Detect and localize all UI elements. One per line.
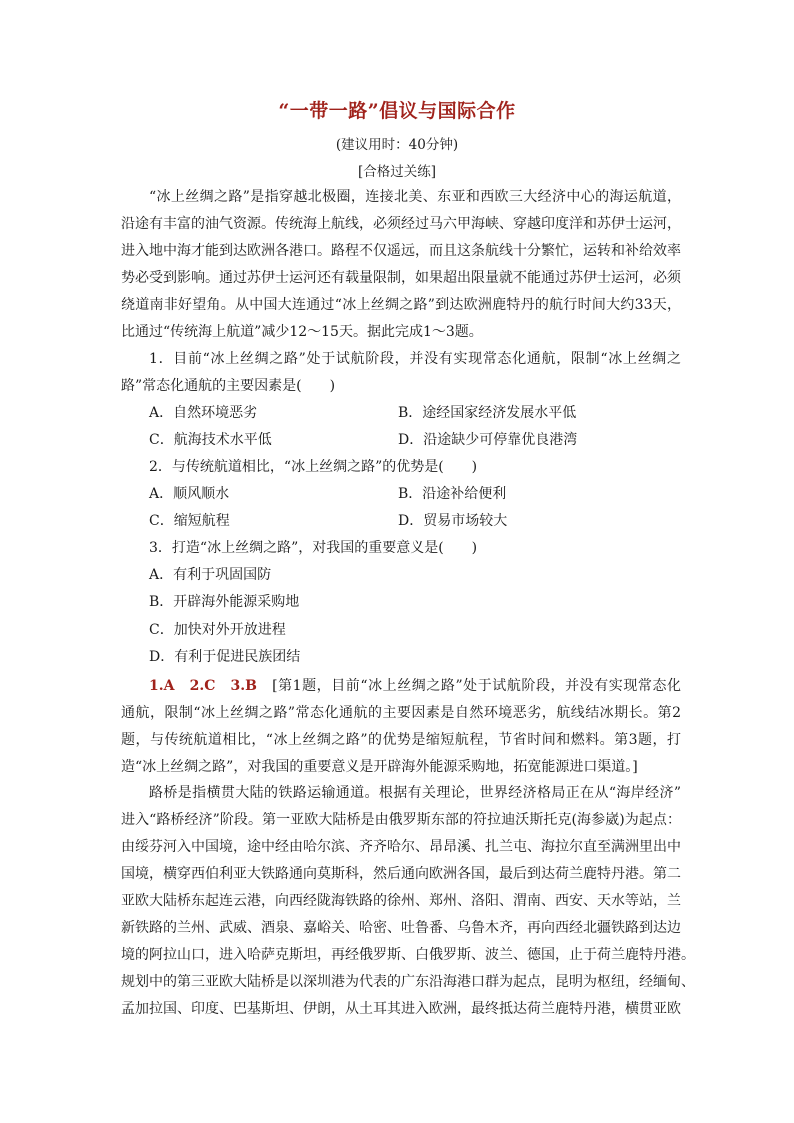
passage-line: 路桥是指横贯大陆的铁路运输通道。根据有关理论，世界经济格局正在从“海岸经济” [149, 785, 681, 801]
q1-option-a: A．自然环境恶劣 [149, 405, 258, 421]
answer-line: 题，与传统航道相比，“冰上丝绸之路”的优势是缩短航程，节省时间和燃料。第3题，打 [121, 732, 681, 748]
q1-option-d: D．沿途缺少可停靠优良港湾 [398, 432, 578, 448]
passage-line: 绕道南非好望角。从中国大连通过“冰上丝绸之路”到达欧洲鹿特丹的航行时间大约33天， [121, 297, 681, 313]
passage-line: 新铁路的兰州、武威、酒泉、嘉峪关、哈密、吐鲁番、乌鲁木齐，再向西经北疆铁路到达边 [121, 920, 681, 936]
page-title: “一带一路”倡议与国际合作 [278, 100, 516, 122]
passage-line: 势必受到影响。通过苏伊士运河还有载量限制，如果超出限量就不能通过苏伊士运河，必须 [121, 270, 681, 286]
question-3-stem: 3．打造“冰上丝绸之路”，对我国的重要意义是( ) [149, 540, 478, 556]
passage-line: 进入“路桥经济”阶段。第一亚欧大陆桥是由俄罗斯东部的符拉迪沃斯托克(海参崴)为起点： [121, 812, 681, 828]
q1-option-b: B．途经国家经济发展水平低 [398, 405, 577, 421]
q3-option-c: C．加快对外开放进程 [149, 622, 286, 638]
passage-line: 沿途有丰富的油气资源。传统海上航线，必须经过马六甲海峡、穿越印度洋和苏伊士运河， [121, 216, 681, 232]
q1-option-c: C．航海技术水平低 [149, 432, 272, 448]
question-1-stem: 路”常态化通航的主要因素是( ) [121, 378, 336, 394]
answer-line: 造“冰上丝绸之路”，对我国的重要意义是开辟海外能源采购地，拓宽能源进口渠道。] [121, 759, 638, 775]
passage-line: 国境，横穿西伯利亚大铁路通向莫斯科，然后通向欧洲各国，最后到达荷兰鹿特丹港。第二 [121, 866, 681, 882]
passage-line: 孟加拉国、印度、巴基斯坦、伊朗，从土耳其进入欧洲，最终抵达荷兰鹿特丹港，横贯亚欧 [121, 1001, 681, 1017]
passage-line: “冰上丝绸之路”是指穿越北极圈，连接北美、东亚和西欧三大经济中心的海运航道， [149, 189, 681, 205]
q2-option-d: D．贸易市场较大 [398, 513, 508, 529]
q2-option-a: A．顺风顺水 [149, 486, 230, 502]
answer-key: 1.A 2.C 3.B [149, 678, 257, 694]
suggested-time: (建议用时：40分钟) [335, 137, 459, 153]
q3-option-a: A．有利于巩固国防 [149, 567, 272, 583]
passage-line: 进入地中海才能到达欧洲各港口。路程不仅遥远，而且这条航线十分繁忙，运转和补给效率 [121, 243, 681, 259]
answer-line: 通航，限制“冰上丝绸之路”常态化通航的主要因素是自然环境恶劣，航线结冰期长。第2 [121, 705, 681, 721]
q2-option-c: C．缩短航程 [149, 513, 230, 529]
section-heading: [合格过关练] [357, 164, 437, 180]
passage-line: 比通过“传统海上航道”减少12～15天。据此完成1～3题。 [121, 324, 483, 340]
answer-explanation: [第1题，目前“冰上丝绸之路”处于试航阶段，并没有实现常态化 [272, 678, 682, 694]
q3-option-b: B．开辟海外能源采购地 [149, 594, 300, 610]
q3-option-d: D．有利于促进民族团结 [149, 649, 301, 665]
passage-line: 亚欧大陆桥东起连云港，向西经陇海铁路的徐州、郑州、洛阳、渭南、西安、天水等站，兰 [121, 893, 681, 909]
passage-line: 境的阿拉山口，进入哈萨克斯坦，再经俄罗斯、白俄罗斯、波兰、德国，止于荷兰鹿特丹港。 [121, 947, 695, 963]
passage-line: 由绥芬河入中国境，途中经由哈尔滨、齐齐哈尔、昂昂溪、扎兰屯、海拉尔直至满洲里出中 [121, 839, 681, 855]
question-2-stem: 2．与传统航道相比，“冰上丝绸之路”的优势是( ) [149, 459, 478, 475]
question-1-stem: 1．目前“冰上丝绸之路”处于试航阶段，并没有实现常态化通航，限制“冰上丝绸之 [149, 351, 681, 367]
q2-option-b: B．沿途补给便利 [398, 486, 507, 502]
answer-line [149, 676, 681, 696]
passage-line: 规划中的第三亚欧大陆桥是以深圳港为代表的广东沿海港口群为起点，昆明为枢纽，经缅甸、 [121, 974, 695, 990]
